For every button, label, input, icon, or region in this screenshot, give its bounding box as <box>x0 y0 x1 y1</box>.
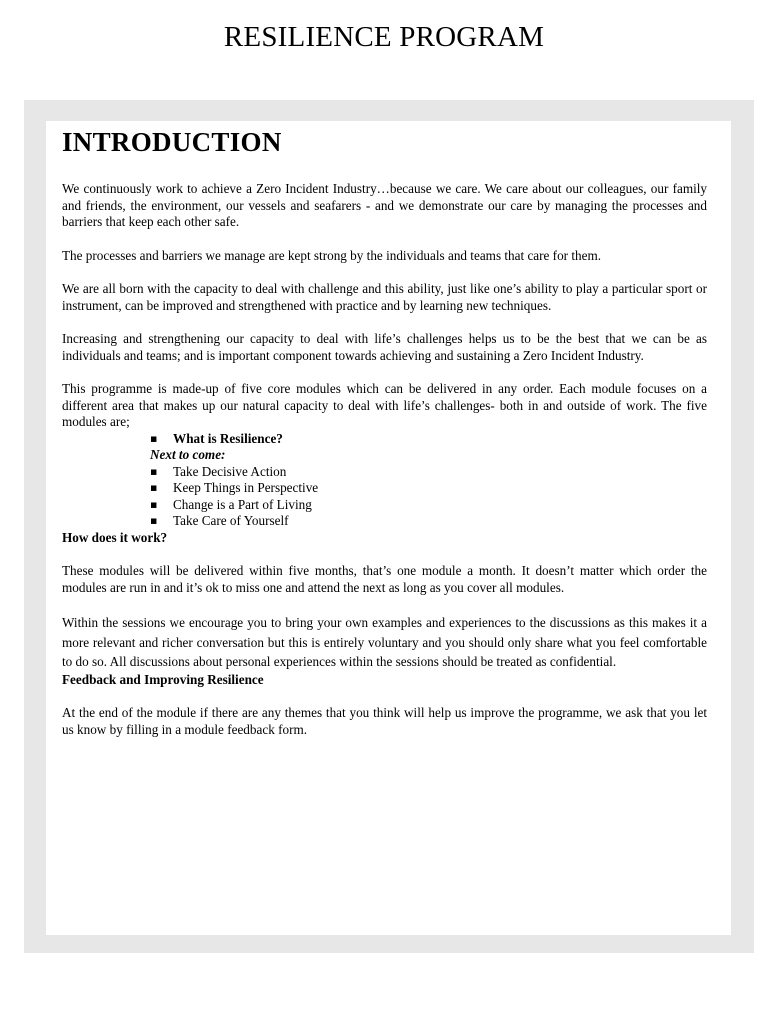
how-paragraph-2: Within the sessions we encourage you to bring your own examples and experiences to the discussions as this makes it a more relevant and richer conversation but this is entirely voluntary and you should only share what you feel comfortable to do so. All discussions about personal experiences within the sessions should be treated as confidential. <box>62 615 707 669</box>
intro-paragraph-5: This programme is made-up of five core modules which can be delivered in any order. Each module focuses on a different area that makes up our natural capacity to deal with life’s challenges- both in and outside of work. The five modules are; <box>62 381 707 429</box>
list-item: ▪ Take Decisive Action <box>150 464 707 481</box>
content-body <box>62 127 707 738</box>
list-item: ▪ Keep Things in Perspective <box>150 480 707 497</box>
content-frame <box>24 100 754 953</box>
list-item-current-module: ▪ What is Resilience? <box>150 431 707 448</box>
content-panel <box>46 121 731 935</box>
intro-paragraph-3: We are all born with the capacity to deal with challenge and this ability, just like one’s ability to play a particular sport or instrument, can be improved and strengthened with practice and by learning new techniques. <box>62 281 707 313</box>
current-module-list <box>62 431 707 448</box>
section-heading-introduction: INTRODUCTION <box>62 127 282 157</box>
next-to-come-label: Next to come: <box>150 447 226 462</box>
subheading-how-it-works: How does it work? <box>62 529 168 545</box>
intro-paragraph-1: We continuously work to achieve a Zero Incident Industry…because we care. We care about our colleagues, our family and friends, the environment, our vessels and seafarers - and we demonstrate our care by managing the processes and barriers that keep each other safe. <box>62 181 707 229</box>
intro-paragraph-2: The processes and barriers we manage are kept strong by the individuals and teams that care for them. <box>62 247 602 263</box>
feedback-paragraph: At the end of the module if there are any themes that you think will help us improve the programme, we ask that you let us know by filling in a module feedback form. <box>62 705 707 737</box>
how-paragraph-1: These modules will be delivered within five months, that’s one module a month. It doesn’t matter which order the modules are run in and it’s ok to miss one and attend the next as long as you cover all modules. <box>62 563 707 595</box>
subheading-feedback: Feedback and Improving Resilience <box>62 671 264 687</box>
list-item: ▪ Take Care of Yourself <box>150 513 707 530</box>
list-item: ▪ Change is a Part of Living <box>150 497 707 514</box>
intro-paragraph-4: Increasing and strengthening our capacity to deal with life’s challenges helps us to be the best that we can be as individuals and teams; and is important component towards achieving and sustaining a Zero Incident Industry. <box>62 331 707 363</box>
document-title: RESILIENCE PROGRAM <box>223 21 545 53</box>
upcoming-modules-list <box>62 464 707 530</box>
